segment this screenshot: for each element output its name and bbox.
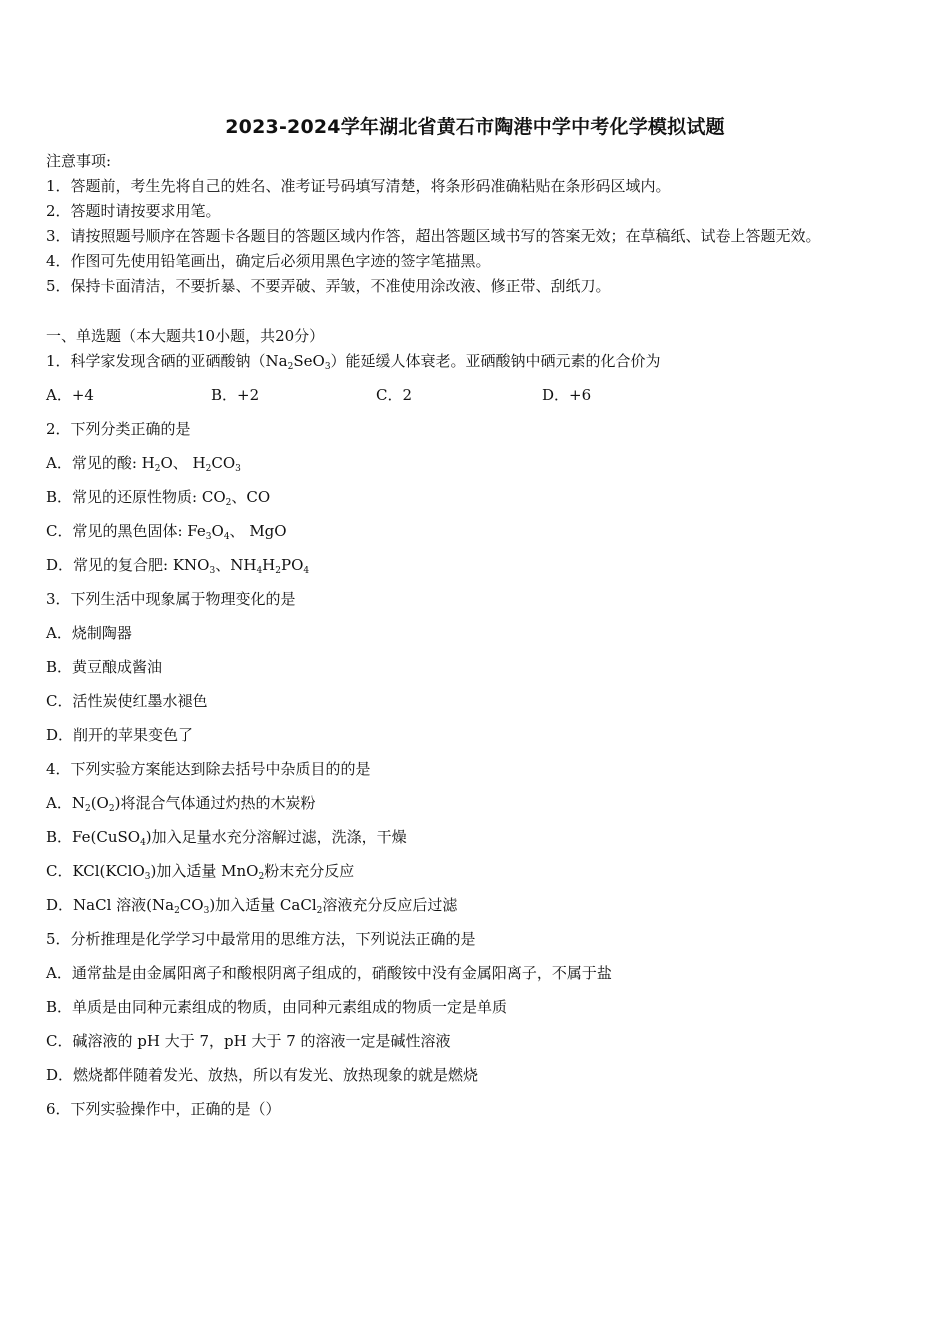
q1-option-d: D．+6 xyxy=(542,386,592,404)
q1-option-c: C．2 xyxy=(376,386,413,404)
q4-option-c: C．KCl(KClO$_3$)加入适量 MnO$_2$粉末充分反应 xyxy=(46,862,355,882)
q3-stem: 3．下列生活中现象属于物理变化的是 xyxy=(46,590,296,608)
notice-item-3: 3．请按照题号顺序在答题卡各题目的答题区域内作答，超出答题区域书写的答案无效；在草稿纸、试卷上答题无效。 xyxy=(46,227,821,245)
q4-option-a: A．$N_2(O_2)$将混合气体通过灼热的木炭粉 xyxy=(46,794,316,814)
q1-option-a: A．+4 xyxy=(46,386,94,404)
notice-item-4: 4．作图可先使用铅笔画出，确定后必须用黑色字迹的签字笔描黑。 xyxy=(46,252,491,270)
q3-option-a: A．烧制陶器 xyxy=(46,624,132,642)
q4-stem: 4．下列实验方案能达到除去括号中杂质目的的是 xyxy=(46,760,371,778)
page-title: 2023-2024学年湖北省黄石市陶港中学中考化学模拟试题 xyxy=(225,116,725,138)
q5-stem: 5．分析推理是化学学习中最常用的思维方法，下列说法正确的是 xyxy=(46,930,476,948)
q5-option-a: A．通常盐是由金属阳离子和酸根阴离子组成的，硝酸铵中没有金属阳离子，不属于盐 xyxy=(46,964,612,982)
q2-option-a: A．常见的酸: $H_2O$、 $H_2CO_3$ xyxy=(46,454,241,474)
q2-option-d: D．常见的复合肥: $KNO_3$、$NH_4H_2PO_4$ xyxy=(46,556,310,576)
notice-heading: 注意事项: xyxy=(46,152,112,170)
q1-option-b: B．+2 xyxy=(211,386,260,404)
q4-option-b: B．Fe(CuSO$_4$)加入足量水充分溶解过滤，洗涤，干燥 xyxy=(46,828,407,848)
q1-stem: 1．科学家发现含硒的亚硒酸钠$(Na_2SeO_3)$能延缓人体衰老。亚硒酸钠中硒元素的化合价为 xyxy=(46,352,661,372)
q3-option-c: C．活性炭使红墨水褪色 xyxy=(46,692,208,710)
q2-option-c: C．常见的黑色固体: $Fe_3O_4$、 MgO xyxy=(46,522,287,542)
q6-stem: 6．下列实验操作中，正确的是（） xyxy=(46,1100,281,1118)
q2-stem: 2．下列分类正确的是 xyxy=(46,420,191,438)
q3-option-b: B．黄豆酿成酱油 xyxy=(46,658,163,676)
q5-option-c: C．碱溶液的 pH 大于 7，pH 大于 7 的溶液一定是碱性溶液 xyxy=(46,1032,451,1050)
notice-item-2: 2．答题时请按要求用笔。 xyxy=(46,202,221,220)
notice-item-5: 5．保持卡面清洁，不要折暴、不要弄破、弄皱，不准使用涂改液、修正带、刮纸刀。 xyxy=(46,277,611,295)
q2-option-b: B．常见的还原性物质: $CO_2$、CO xyxy=(46,488,271,508)
q5-option-d: D．燃烧都伴随着发光、放热，所以有发光、放热现象的就是燃烧 xyxy=(46,1066,479,1084)
notice-item-1: 1．答题前，考生先将自己的姓名、准考证号码填写清楚，将条形码准确粘贴在条形码区域内。 xyxy=(46,177,671,195)
q4-option-d: D．NaCl 溶液$(Na_2CO_3)$加入适量 CaCl$_2$溶液充分反应后过滤 xyxy=(46,896,458,916)
q3-option-d: D．削开的苹果变色了 xyxy=(46,726,194,744)
q5-option-b: B．单质是由同种元素组成的物质，由同种元素组成的物质一定是单质 xyxy=(46,998,508,1016)
section-heading: 一、单选题（本大题共10小题，共20分） xyxy=(46,327,325,345)
